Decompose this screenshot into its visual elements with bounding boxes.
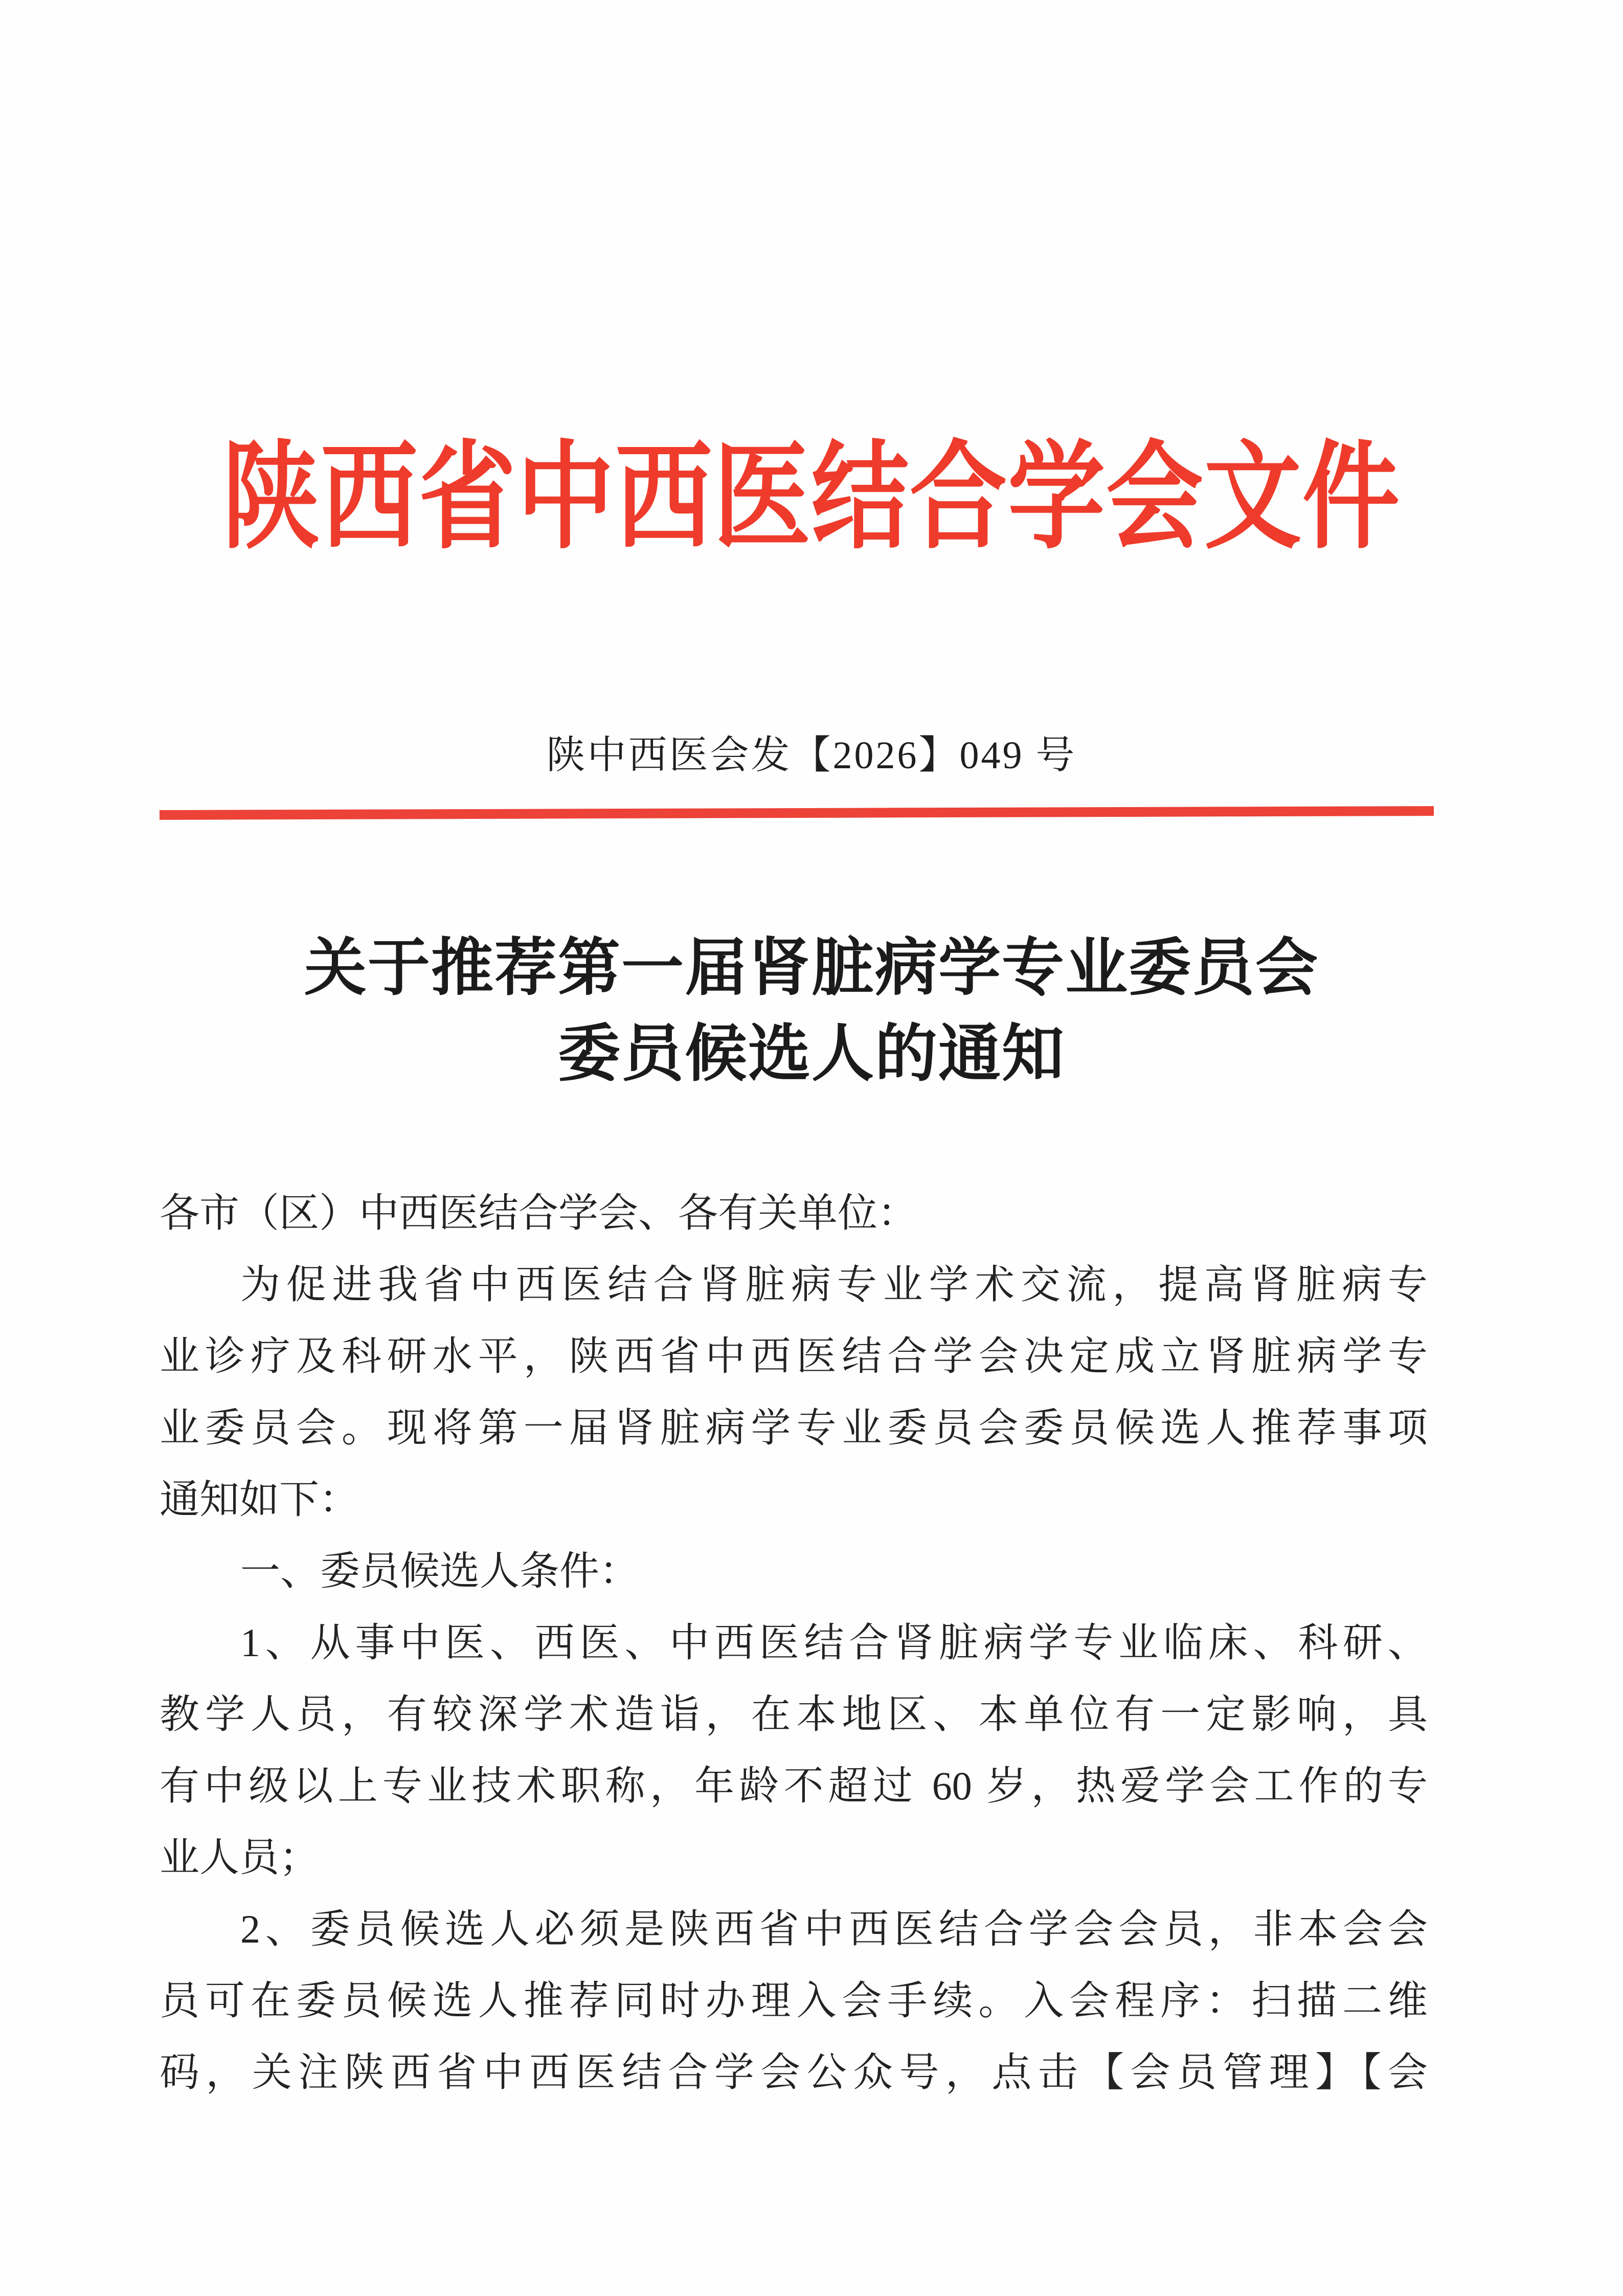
body-line: 业诊疗及科研水平，陕西省中西医结合学会决定成立肾脏病学专 xyxy=(160,1334,1428,1378)
body-line: 码，关注陕西省中西医结合学会公众号，点击【会员管理】【会 xyxy=(160,2050,1428,2094)
body-line: 业委员会。现将第一届肾脏病学专业委员会委员候选人推荐事项 xyxy=(160,1406,1428,1450)
body-line: 教学人员，有较深学术造诣，在本地区、本单位有一定影响，具 xyxy=(160,1692,1428,1736)
body-line-section-heading: 一、委员候选人条件： xyxy=(240,1549,640,1593)
body-line: 2、委员候选人必须是陕西省中西医结合学会会员，非本会会 xyxy=(240,1907,1428,1951)
body-line: 员可在委员候选人推荐同时办理入会手续。入会程序：扫描二维 xyxy=(160,1978,1428,2023)
red-divider-rule xyxy=(160,806,1434,820)
doc-issue-number: 陕中西医会发【2026】049 号 xyxy=(546,734,1077,777)
body-line: 业人员； xyxy=(160,1835,320,1880)
body-line: 1、从事中医、西医、中西医结合肾脏病学专业临床、科研、 xyxy=(240,1620,1428,1665)
body-paragraphs xyxy=(160,1177,1428,2108)
body-line: 为促进我省中西医结合肾脏病专业学术交流，提高肾脏病专 xyxy=(240,1262,1428,1307)
notice-title-line-1: 关于推荐第一届肾脏病学专业委员会 xyxy=(304,934,1319,1003)
org-header-title: 陕西省中西医结合学会文件 xyxy=(222,434,1401,563)
body-line: 通知如下： xyxy=(160,1477,359,1522)
body-line: 有中级以上专业技术职称，年龄不超过 60 岁，热爱学会工作的专 xyxy=(160,1764,1428,1808)
notice-title-line-2: 委员候选人的通知 xyxy=(558,1020,1065,1089)
notice-title xyxy=(0,926,1623,1098)
body-line-salutation: 各市（区）中西医结合学会、各有关单位： xyxy=(160,1191,918,1235)
